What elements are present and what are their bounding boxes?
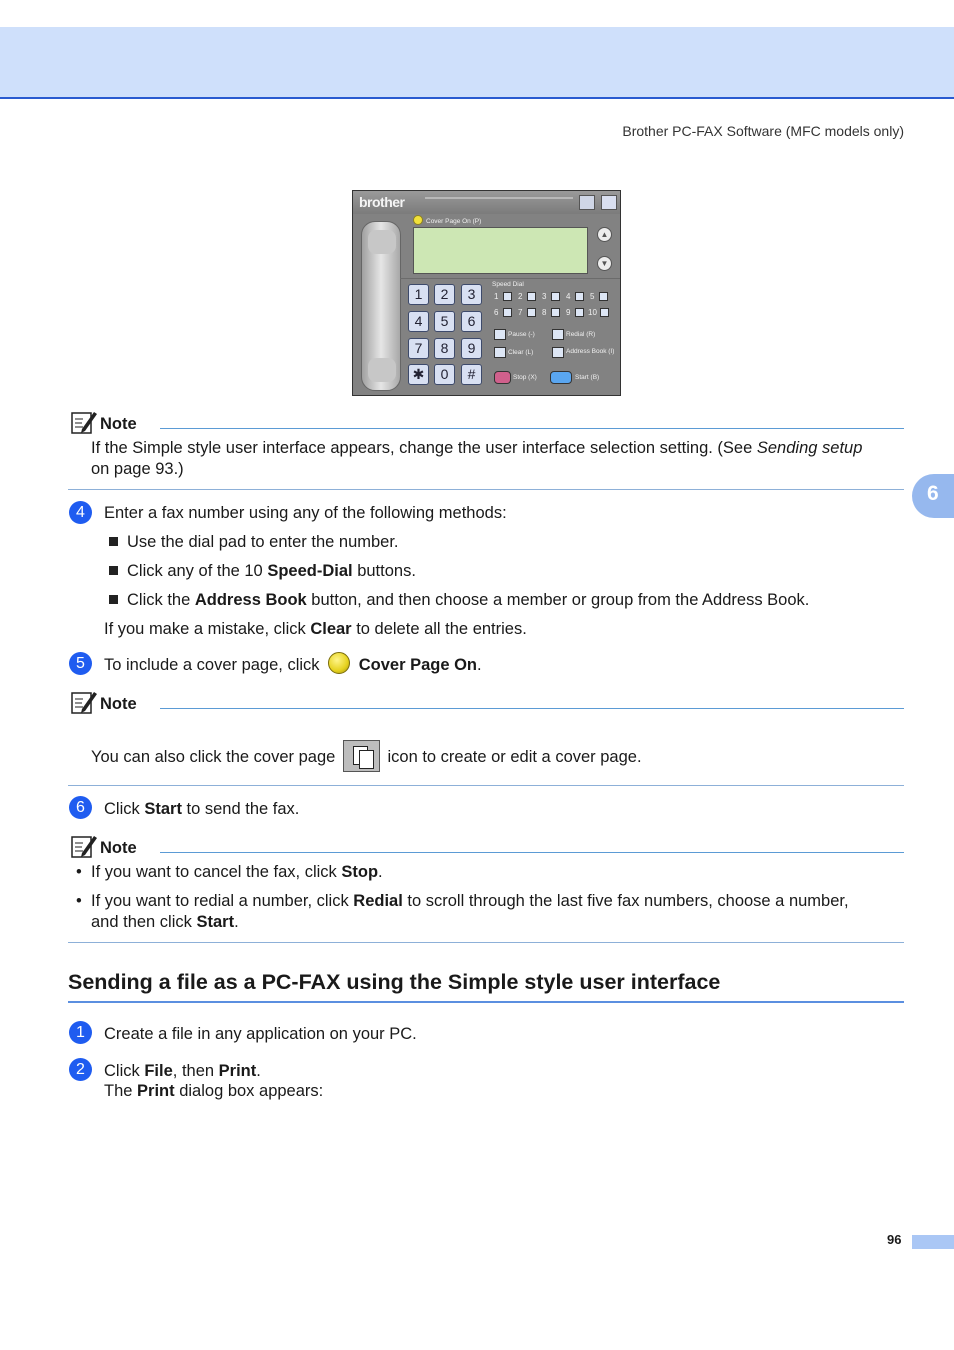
cover-page-coin-icon (328, 652, 350, 674)
step-number: 1 (69, 1021, 92, 1044)
clear-button[interactable] (494, 347, 506, 358)
speed-dial-button-4[interactable] (575, 292, 584, 301)
panel-divider (400, 278, 621, 279)
keypad-key-star[interactable]: ✱ (408, 364, 429, 385)
step-text: Click Start to send the fax. (104, 800, 300, 818)
speed-dial-num: 1 (494, 292, 499, 301)
speed-dial-num: 5 (590, 292, 595, 301)
keypad-key-5[interactable]: 5 (434, 311, 455, 332)
cover-page-coin-icon (413, 215, 423, 225)
note-text: You can also click the cover page icon to create or edit a cover page. (91, 740, 642, 772)
note-header (70, 689, 904, 717)
footer-tab (912, 1235, 954, 1249)
speed-dial-button-7[interactable] (527, 308, 536, 317)
header-divider (425, 197, 573, 199)
settings-icon[interactable] (601, 195, 617, 210)
keypad-key-6[interactable]: 6 (461, 311, 482, 332)
keypad-key-9[interactable]: 9 (461, 338, 482, 359)
step-text: To include a cover page, click Cover Page On. (104, 652, 482, 675)
keypad-key-8[interactable]: 8 (434, 338, 455, 359)
redial-button[interactable] (552, 329, 564, 340)
stop-button[interactable] (494, 371, 511, 384)
speed-dial-num: 8 (542, 308, 547, 317)
keypad-key-hash[interactable]: # (461, 364, 482, 385)
keypad-key-4[interactable]: 4 (408, 311, 429, 332)
scroll-up-icon[interactable]: ▲ (597, 227, 612, 242)
running-header: Brother PC-FAX Software (MFC models only) (622, 123, 904, 139)
cover-page-toggle[interactable] (413, 215, 481, 225)
note-rule (160, 428, 904, 429)
speed-dial-button-5[interactable] (599, 292, 608, 301)
address-book-button[interactable] (552, 347, 564, 358)
note-pencil-icon (70, 689, 98, 715)
speed-dial-num: 7 (518, 308, 523, 317)
bullet-item: Use the dial pad to enter the number. (109, 533, 399, 552)
speed-dial-button-2[interactable] (527, 292, 536, 301)
chapter-tab (912, 474, 954, 518)
cover-page-label: Cover Page On (P) (426, 218, 482, 225)
step-text: If you make a mistake, click Clear to delete all the entries. (104, 620, 527, 638)
speed-dial-button-8[interactable] (551, 308, 560, 317)
chapter-number: 6 (927, 482, 939, 505)
redial-label: Redial (R) (566, 331, 596, 338)
keypad-key-2[interactable]: 2 (434, 284, 455, 305)
speed-dial-num: 2 (518, 292, 523, 301)
note-list-item: • If you want to cancel the fax, click Stop. (76, 863, 383, 881)
pause-label: Pause (-) (508, 331, 535, 338)
fax-ui-screenshot (352, 190, 621, 396)
step-text: Click File, then Print. (104, 1062, 261, 1080)
speed-dial-label: Speed Dial (492, 281, 524, 288)
note-rule (160, 852, 904, 853)
speed-dial-num: 4 (566, 292, 571, 301)
cover-page-edit-icon (343, 740, 380, 772)
step-number: 5 (69, 652, 92, 675)
clear-label: Clear (L) (508, 349, 534, 356)
note-end-rule (68, 489, 904, 490)
note-text: If the Simple style user interface appears, change the user interface selection setting. (See Sending setup (91, 439, 863, 457)
cover-page-icon[interactable] (579, 195, 595, 210)
brother-logo: brother (359, 194, 405, 210)
speed-dial-button-9[interactable] (575, 308, 584, 317)
header-band (0, 27, 954, 99)
note-list-item-continued: and then click Start. (91, 913, 239, 931)
bullet-square (109, 595, 118, 604)
keypad-key-0[interactable]: 0 (434, 364, 455, 385)
note-header (70, 409, 904, 437)
note-label: Note (100, 695, 137, 713)
speed-dial-button-6[interactable] (503, 308, 512, 317)
speed-dial-num: 10 (588, 308, 597, 317)
step-number: 2 (69, 1058, 92, 1081)
keypad-key-7[interactable]: 7 (408, 338, 429, 359)
page-number: 96 (887, 1232, 902, 1247)
section-heading: Sending a file as a PC-FAX using the Simple style user interface (68, 970, 721, 994)
speed-dial-button-1[interactable] (503, 292, 512, 301)
note-pencil-icon (70, 409, 98, 435)
lcd-display (413, 227, 588, 274)
step-text-continued: The Print dialog box appears: (104, 1082, 324, 1100)
speed-dial-num: 3 (542, 292, 547, 301)
step-number: 4 (69, 501, 92, 524)
step-number: 6 (69, 796, 92, 819)
start-button[interactable] (550, 371, 572, 384)
note-list-item: • If you want to redial a number, click Redial to scroll through the last five fax numbers, choose a number, (76, 892, 849, 910)
address-book-label: Address Book (I) (566, 348, 615, 355)
keypad-key-1[interactable]: 1 (408, 284, 429, 305)
bullet-square (109, 537, 118, 546)
speed-dial-num: 6 (494, 308, 499, 317)
speed-dial-num: 9 (566, 308, 571, 317)
stop-label: Stop (X) (513, 374, 537, 381)
note-label: Note (100, 415, 137, 433)
scroll-down-icon[interactable]: ▼ (597, 256, 612, 271)
section-rule (68, 1001, 904, 1003)
speed-dial-button-3[interactable] (551, 292, 560, 301)
pause-button[interactable] (494, 329, 506, 340)
step-text: Enter a fax number using any of the following methods: (104, 504, 507, 522)
step-text: Create a file in any application on your PC. (104, 1025, 417, 1043)
start-label: Start (B) (575, 374, 600, 381)
bullet-item: Click any of the 10 Speed-Dial buttons. (109, 562, 416, 581)
note-text-continued: on page 93.) (91, 460, 184, 478)
keypad-key-3[interactable]: 3 (461, 284, 482, 305)
bullet-item: Click the Address Book button, and then choose a member or group from the Address Book. (109, 591, 809, 610)
note-label: Note (100, 839, 137, 857)
bullet-square (109, 566, 118, 575)
speed-dial-button-10[interactable] (600, 308, 609, 317)
note-header (70, 833, 904, 861)
note-end-rule (68, 942, 904, 943)
note-pencil-icon (70, 833, 98, 859)
note-rule (160, 708, 904, 709)
note-end-rule (68, 785, 904, 786)
handset-image (361, 221, 401, 391)
